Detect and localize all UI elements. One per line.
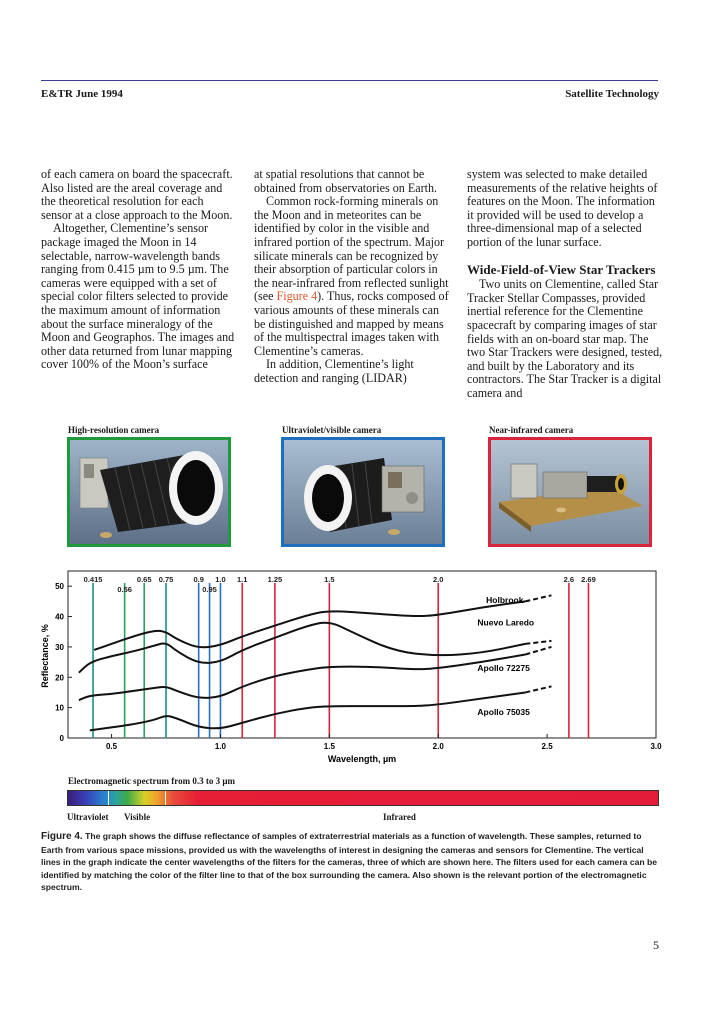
- x-tick-label: 3.0: [650, 742, 662, 751]
- series-label: Nuevo Laredo: [477, 617, 535, 628]
- x-tick-label: 1.0: [214, 742, 227, 751]
- x-tick-label: 2.5: [541, 742, 553, 751]
- y-tick-label: 40: [55, 612, 64, 622]
- plot-frame: [68, 571, 656, 738]
- paragraph: Altogether, Clementine’s sensor package imaged the Moon in 14 selectable, narrow-wavelength bands ranging from 0.415 µm to 9.5 µm. The cameras were equipped with a set of special color filters selected to provide the maximum amount of information about the surface mineralogy of the Moon and Geographos. The images and other data returned from lunar mapping cover 100% of the Moon’s surface: [41, 221, 235, 372]
- spectrum-divider: [108, 791, 109, 805]
- paragraph: [254, 195, 451, 358]
- camera-label-high-res: High-resolution camera: [68, 425, 160, 435]
- filter-label: 0.415: [83, 575, 103, 584]
- paragraph: In addition, Clementine’s light detection and ranging (LIDAR): [254, 357, 414, 385]
- header-rule: [41, 80, 658, 81]
- x-tick-label: 1.5: [323, 742, 335, 751]
- uv-vis-camera-photo: [281, 437, 445, 547]
- filter-label: 1.5: [324, 575, 335, 584]
- subheading: Wide-Field-of-View Star Trackers: [467, 261, 656, 277]
- spectrum-divider: [165, 791, 166, 805]
- nir-camera-photo: [488, 437, 652, 547]
- camera-label-nir: Near-infrared camera: [489, 425, 574, 435]
- figure-reference-link[interactable]: Figure 4: [276, 289, 318, 304]
- filter-label: 1.25: [267, 575, 283, 584]
- paragraph-text: ). Thus, rocks composed of various amounts of these minerals can be distinguished and mapped by means of the multispectral images taken with Clementine’s cameras.: [254, 289, 449, 358]
- filter-label: 0.9: [193, 575, 204, 584]
- paragraph: at spatial resolutions that cannot be obtained from observatories on Earth.: [254, 167, 438, 195]
- spectrum-bar: [67, 790, 659, 806]
- x-tick-label: 0.5: [105, 742, 118, 751]
- paragraph: Two units on Clementine, called Star Tracker Stellar Compasses, provided inertial reference for the Clementine spacecraft by comparing images of star fields with an on-board star map. The two Star Trackers were designed, tested, and built by the Laboratory and its contractors. The Star Tracker is a digital camera and: [467, 277, 663, 400]
- filter-label: 1.0: [215, 575, 226, 584]
- series-label: Apollo 75035: [477, 707, 530, 718]
- section-title: Satellite Technology: [565, 88, 659, 100]
- figure-number: Figure 4.: [41, 831, 83, 842]
- camera-label-uv-vis: Ultraviolet/visible camera: [282, 425, 382, 435]
- series-label: Holbrook: [486, 594, 524, 605]
- filter-label: 1.1: [237, 575, 248, 584]
- filter-label: 2.0: [433, 575, 444, 584]
- series-extrapolation: [525, 595, 551, 601]
- caption-text: The graph shows the diffuse reflectance of samples of extraterrestrial materials as a function of wavelength. These samples, returned to Earth from various space missions, provided us with the wavelengths of interest in designing the cameras and sensors for Clementine. The vertical lines in the graph indicate the center wavelengths of the filters for the cameras, three of which are shown here. The filters used for each camera can be identified by matching the color of the filter line to that of the box surrounding the camera. Also shown is the relevant portion of the electromagnetic spectrum.: [41, 831, 658, 892]
- series-line: [90, 692, 526, 730]
- spectrum-label-infrared: Infrared: [383, 812, 416, 822]
- text-column-3: [467, 168, 663, 401]
- spectrum-title: Electromagnetic spectrum from 0.3 to 3 µm: [68, 776, 236, 786]
- x-axis-label: Wavelength, µm: [327, 754, 397, 764]
- filter-label: 2.69: [581, 575, 596, 584]
- x-tick-label: 2.0: [432, 742, 444, 751]
- filter-label: 0.75: [158, 575, 174, 584]
- filter-label: 0.56: [117, 585, 132, 594]
- paragraph-text: Common rock-forming minerals on the Moon and in meteorites can be identified by color in the visible and infrared portion of the spectrum. Major silicate minerals can be recognized by their absorption of particular colors in the near-infrared from reflected sunlight (see: [254, 194, 449, 304]
- y-tick-label: 50: [55, 582, 64, 592]
- y-axis-label: Reflectance, %: [40, 624, 50, 688]
- page-number: 5: [653, 938, 659, 952]
- paragraph: system was selected to make detailed measurements of the relative heights of features on the Moon. The information it provided will be used to develop a three-dimensional map of a selected portion of the lunar surface.: [467, 167, 658, 249]
- spectrum-label-ultraviolet: Ultraviolet: [67, 812, 109, 822]
- series-extrapolation: [525, 686, 551, 692]
- figure-caption: [41, 830, 659, 894]
- series-label: Apollo 72275: [477, 663, 530, 674]
- text-column-1: [41, 168, 237, 372]
- filter-label: 2.6: [563, 575, 575, 584]
- y-tick-label: 0: [59, 734, 64, 743]
- y-tick-label: 20: [55, 673, 64, 683]
- y-tick-label: 10: [55, 703, 64, 713]
- series-extrapolation: [525, 647, 551, 655]
- series-line: [79, 655, 525, 701]
- spectrum-label-visible: Visible: [124, 812, 151, 822]
- text-column-2: [254, 168, 451, 386]
- filter-label: 0.95: [202, 585, 217, 594]
- paragraph: of each camera on board the spacecraft. Also listed are the areal coverage and the theoretical resolution for each sensor at a close approach to the Moon.: [41, 167, 233, 222]
- y-tick-label: 30: [55, 642, 64, 652]
- high-res-camera-photo: [67, 437, 231, 547]
- reflectance-chart: [30, 566, 670, 766]
- journal-issue: E&TR June 1994: [41, 88, 123, 100]
- series-extrapolation: [525, 641, 551, 644]
- filter-label: 0.65: [136, 575, 152, 584]
